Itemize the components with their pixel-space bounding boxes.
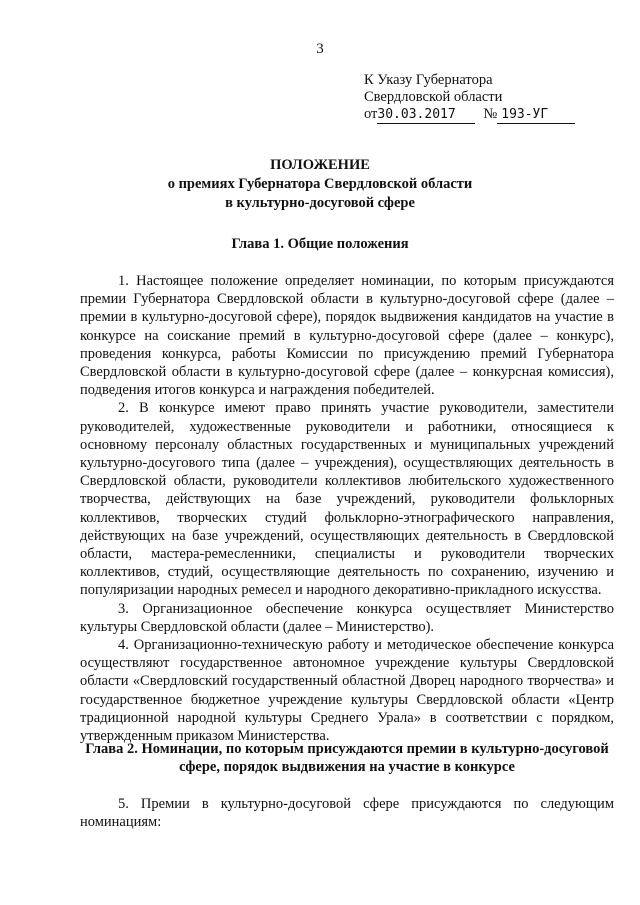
title-heading: ПОЛОЖЕНИЕ: [270, 157, 370, 173]
paragraph-3: 3. Организационное обеспечение конкурса осуществляет Министерство культуры Свердловской области (далее – Министерство).: [80, 600, 614, 635]
page-number: 3: [316, 41, 324, 57]
chapter-1-heading: Глава 1. Общие положения: [231, 236, 409, 252]
paragraph-1: 1. Настоящее положение определяет номинации, по которым присуждаются премии Губернатора Свердловской области в культурно-досуговой сфере (далее – премии в культурно-досуговой сфере), порядок выдвижения кандидатов на участие в конкурсе на соискание премий в культурно-досуговой сфере (далее – конкурс), проведения конкурса, работы Комиссии по присуждению премий Губернатора Свердловской области в культурно-досуговой сфере (далее – конкурсная комиссия), подведения итогов конкурса и награждения победителей.: [80, 273, 614, 399]
chapter-2-body: [80, 795, 614, 831]
title-line-3: в культурно-досуговой сфере: [225, 195, 415, 211]
paragraph-5: 5. Премии в культурно-досуговой сфере присуждаются по следующим номинациям:: [80, 796, 614, 831]
title-line-2: о премиях Губернатора Свердловской области: [167, 176, 473, 192]
paragraph-2: 2. В конкурсе имеют право принять участие руководители, заместители руководителей, художественные руководители и работники, относящиеся к основному персоналу областных государственных и муниципальных учреждений культурно-досугового типа (далее – учреждения), осуществляющих деятельность в Свердловской области, руководители коллективов любительского художественного творчества, действующих на базе учреждений, руководители фольклорных коллективов, творческих студий фольклорно-этнографического направления, действующих на базе учреждений, осуществляющих деятельность в Свердловской области, мастера-ремесленники, специалисты и руководители творческих коллективов, студий, осуществляющие деятельность по сохранению, изучению и популяризации народных ремесел и народного декоративно-прикладного искусства.: [80, 400, 614, 599]
decree-date: 30.03.2017: [377, 106, 475, 124]
addressee-block: [364, 72, 575, 124]
number-prefix: №: [483, 106, 498, 122]
addressee-line-1: К Указу Губернатора: [364, 72, 493, 88]
decree-reference: [364, 106, 575, 124]
chapter-2-heading: Глава 2. Номинации, по которым присуждаются премии в культурно-досуговой сфере, порядок выдвижения на участие в конкурсе: [85, 741, 609, 776]
document-title: [0, 156, 640, 213]
decree-number: 193-УГ: [497, 106, 575, 124]
date-prefix: от: [364, 106, 378, 122]
chapter-1-body: [80, 272, 614, 745]
addressee-line-2: Свердловской области: [364, 89, 503, 105]
paragraph-4: 4. Организационно-техническую работу и методическое обеспечение конкурса осуществляют государственное автономное учреждение культуры Свердловской области «Свердловский государственный областной Дворец народного творчества» и государственное бюджетное учреждение культуры Свердловской области «Центр традиционной народной культуры Среднего Урала» в соответствии с порядком, утвержденным приказом Министерства.: [80, 637, 614, 745]
